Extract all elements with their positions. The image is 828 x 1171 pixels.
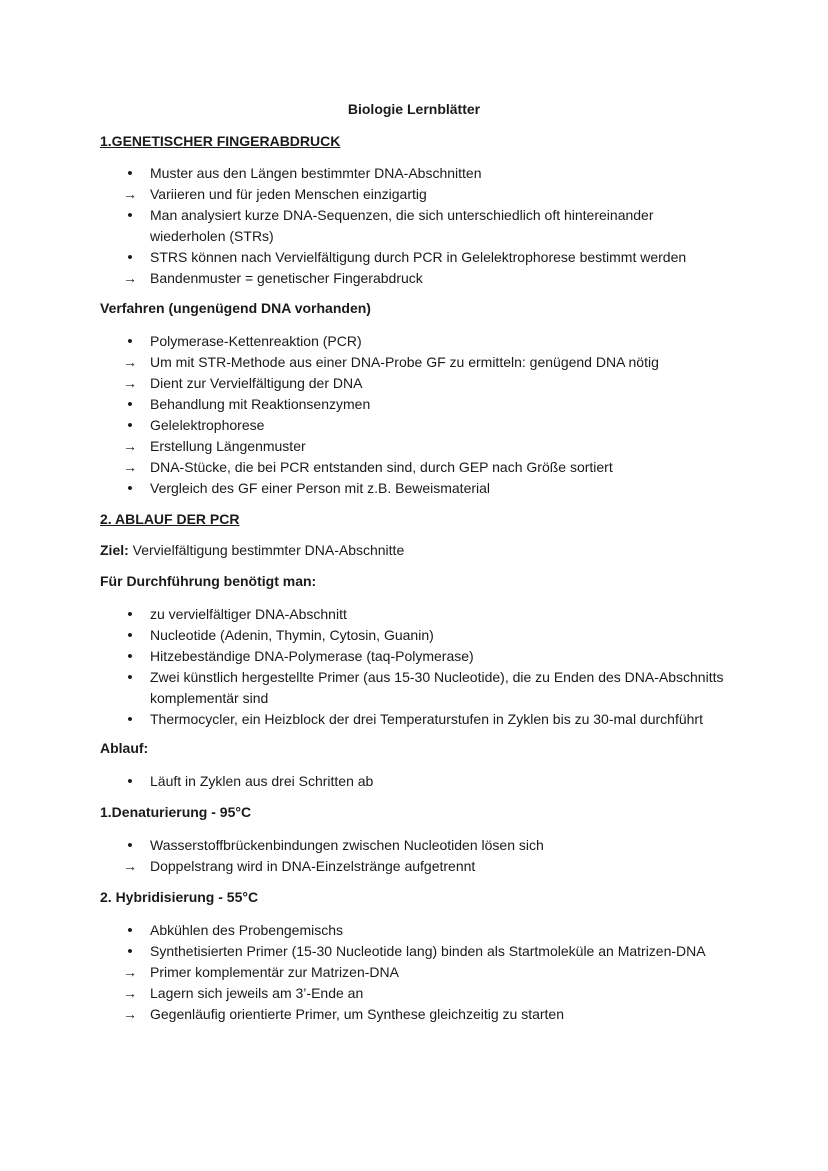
arrow-right-icon [122, 457, 138, 478]
arrow-right-icon [122, 352, 138, 373]
list-item-continuation: komplementär sind [150, 690, 269, 706]
list-item: Wasserstoffbrückenbindungen zwischen Nucleotiden lösen sich [150, 837, 544, 853]
arrow-right-icon [122, 373, 138, 394]
list-item: STRS können nach Vervielfältigung durch PCR in Gelelektrophorese bestimmt werden [150, 249, 687, 265]
list-item: Lagern sich jeweils am 3’-Ende an [150, 985, 364, 1001]
needs-heading: Für Durchführung benötigt man: [100, 573, 317, 589]
bullet-dot-icon [122, 709, 138, 730]
step1-heading: 1.Denaturierung - 95°C [100, 804, 252, 820]
arrow-right-icon [122, 184, 138, 205]
list-item: Bandenmuster = genetischer Fingerabdruck [150, 270, 423, 286]
arrow-right-icon [122, 983, 138, 1004]
list-item: Variieren und für jeden Menschen einzigartig [150, 186, 427, 202]
bullet-dot-icon [122, 205, 138, 226]
ziel-label: Ziel: [100, 542, 129, 558]
list-item: Primer komplementär zur Matrizen-DNA [150, 964, 399, 980]
section-heading-verfahren: Verfahren (ungenügend DNA vorhanden) [100, 300, 371, 316]
list-item-continuation: wiederholen (STRs) [150, 228, 274, 244]
list-item: Vergleich des GF einer Person mit z.B. Beweismaterial [150, 480, 491, 496]
list-item: Hitzebeständige DNA-Polymerase (taq-Polymerase) [150, 648, 474, 664]
bullet-dot-icon [122, 163, 138, 184]
arrow-right-icon [122, 856, 138, 877]
list-item: Nucleotide (Adenin, Thymin, Cytosin, Guanin) [150, 627, 434, 643]
list-item: Muster aus den Längen bestimmter DNA-Abschnitten [150, 165, 482, 181]
bullet-dot-icon [122, 394, 138, 415]
list-item: Man analysiert kurze DNA-Sequenzen, die sich unterschiedlich oft hintereinander [150, 207, 654, 223]
list-item: Thermocycler, ein Heizblock der drei Temperaturstufen in Zyklen bis zu 30-mal durchführt [150, 711, 703, 727]
bullet-dot-icon [122, 646, 138, 667]
list-item: DNA-Stücke, die bei PCR entstanden sind, durch GEP nach Größe sortiert [150, 459, 613, 475]
bullet-dot-icon [122, 478, 138, 499]
bullet-dot-icon [122, 625, 138, 646]
bullet-dot-icon [122, 771, 138, 792]
ziel-paragraph [100, 542, 404, 558]
ablauf-heading: Ablauf: [100, 740, 149, 756]
list-item: Dient zur Vervielfältigung der DNA [150, 375, 363, 391]
arrow-right-icon [122, 268, 138, 289]
list-item: Abkühlen des Probengemischs [150, 922, 344, 938]
list-item: Polymerase-Kettenreaktion (PCR) [150, 333, 362, 349]
bullet-dot-icon [122, 920, 138, 941]
bullet-dot-icon [122, 604, 138, 625]
section-heading-ablauf-pcr: 2. ABLAUF DER PCR [100, 511, 240, 527]
list-item: Doppelstrang wird in DNA-Einzelstränge aufgetrennt [150, 858, 476, 874]
list-item: Zwei künstlich hergestellte Primer (aus 15-30 Nucleotide), die zu Enden des DNA-Abschnitts [150, 669, 724, 685]
arrow-right-icon [122, 436, 138, 457]
arrow-right-icon [122, 962, 138, 983]
list-item: Läuft in Zyklen aus drei Schritten ab [150, 773, 374, 789]
bullet-dot-icon [122, 415, 138, 436]
arrow-right-icon [122, 1004, 138, 1025]
bullet-dot-icon [122, 331, 138, 352]
list-item: Gelelektrophorese [150, 417, 265, 433]
section-heading-fingerabdruck: 1.GENETISCHER FINGERABDRUCK [100, 133, 341, 149]
step2-heading: 2. Hybridisierung - 55°C [100, 889, 259, 905]
page-title: Biologie Lernblätter [347, 101, 481, 117]
list-item: Behandlung mit Reaktionsenzymen [150, 396, 371, 412]
bullet-dot-icon [122, 835, 138, 856]
list-item: Synthetisierten Primer (15-30 Nucleotide lang) binden als Startmoleküle an Matrizen-DNA [150, 943, 706, 959]
bullet-dot-icon [122, 667, 138, 688]
ziel-text: Vervielfältigung bestimmter DNA-Abschnitte [128, 542, 405, 558]
bullet-dot-icon [122, 941, 138, 962]
list-item: zu vervielfältiger DNA-Abschnitt [150, 606, 347, 622]
list-item: Um mit STR-Methode aus einer DNA-Probe GF zu ermitteln: genügend DNA nötig [150, 354, 659, 370]
list-item: Erstellung Längenmuster [150, 438, 306, 454]
bullet-dot-icon [122, 247, 138, 268]
list-item: Gegenläufig orientierte Primer, um Synthese gleichzeitig zu starten [150, 1006, 564, 1022]
